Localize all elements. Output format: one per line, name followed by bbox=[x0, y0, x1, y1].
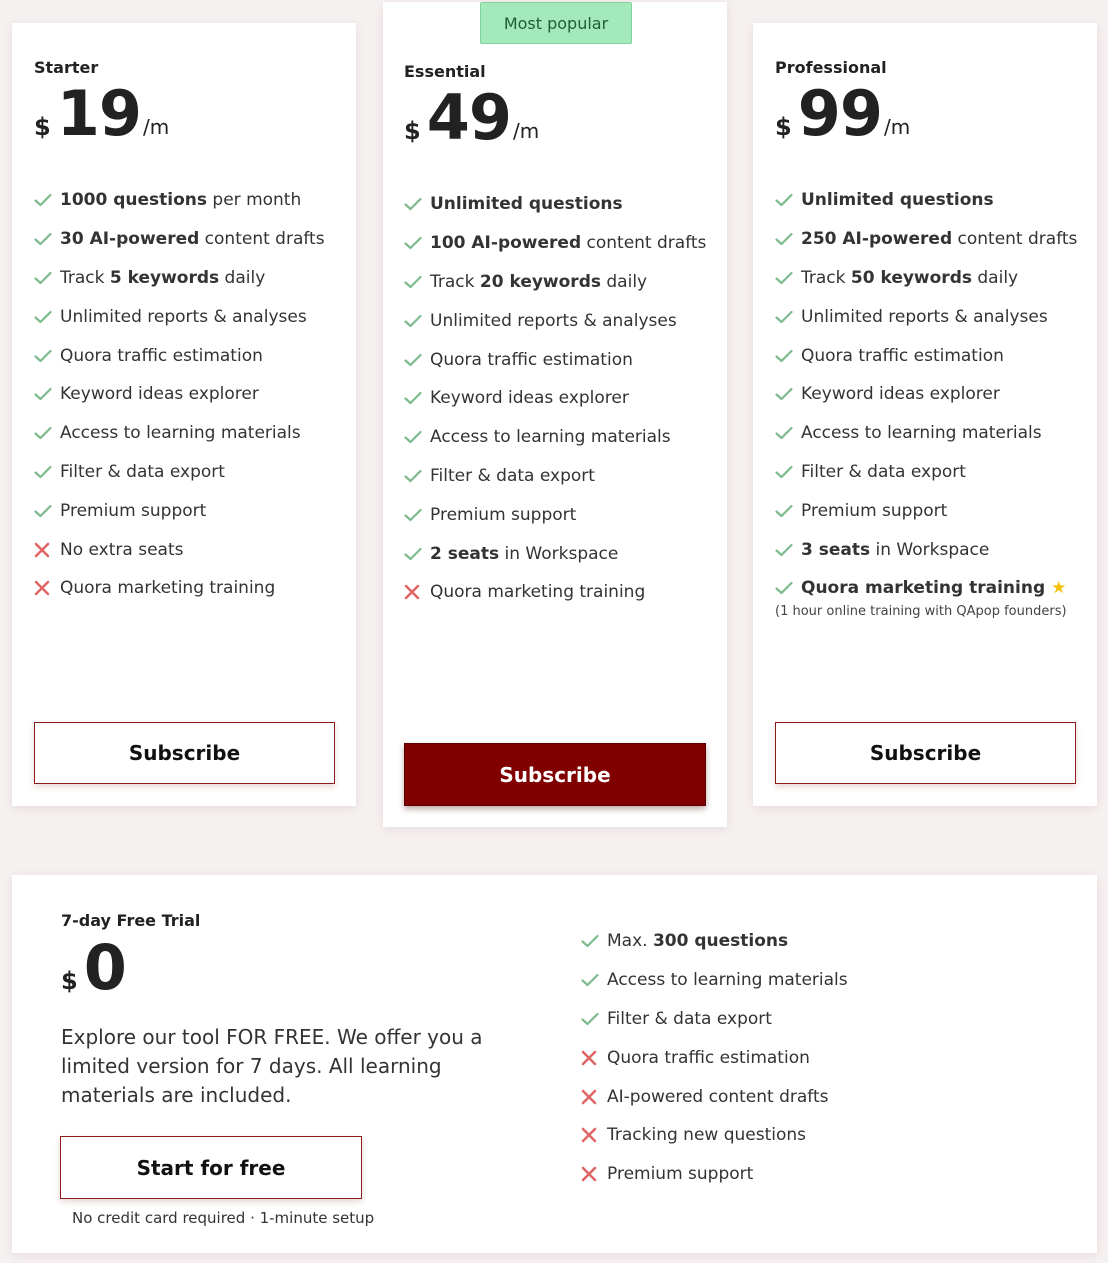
feature-item bbox=[34, 453, 325, 492]
feature-text bbox=[801, 307, 1048, 327]
cross-icon bbox=[34, 542, 56, 558]
plan-name: Professional bbox=[775, 58, 887, 77]
feature-text bbox=[60, 462, 225, 482]
check-icon bbox=[34, 232, 56, 246]
feature-text-part: per month bbox=[207, 190, 302, 211]
cross-icon bbox=[34, 580, 56, 596]
feature-text-part: daily bbox=[971, 267, 1019, 288]
feature-text bbox=[607, 1009, 772, 1029]
price-period: /m bbox=[512, 119, 540, 143]
feature-item bbox=[581, 1000, 848, 1039]
feature-text-part: in Workspace bbox=[499, 543, 619, 564]
feature-list bbox=[404, 185, 706, 612]
feature-item bbox=[404, 185, 706, 224]
feature-text bbox=[607, 1087, 829, 1107]
check-icon bbox=[404, 275, 426, 289]
feature-text-bold: 20 keywords bbox=[479, 271, 601, 292]
feature-text-part: content drafts bbox=[199, 229, 325, 250]
feature-text-part: Access to learning materials bbox=[607, 970, 848, 991]
feature-item bbox=[404, 534, 706, 573]
feature-text-part: in Workspace bbox=[870, 539, 990, 560]
feature-text bbox=[607, 931, 788, 951]
trial-feature-list bbox=[581, 922, 848, 1194]
check-icon bbox=[581, 1012, 603, 1026]
plan-name: Essential bbox=[404, 62, 486, 81]
feature-text bbox=[430, 388, 629, 408]
feature-text-bold: Unlimited questions bbox=[430, 194, 623, 215]
feature-item bbox=[775, 414, 1077, 453]
price-amount: 0 bbox=[83, 931, 126, 1004]
feature-text-part: Quora traffic estimation bbox=[801, 345, 1004, 366]
feature-item bbox=[581, 961, 848, 1000]
feature-list bbox=[775, 181, 1077, 608]
feature-text-part: Access to learning materials bbox=[430, 427, 671, 448]
check-icon bbox=[581, 934, 603, 948]
feature-text bbox=[60, 423, 301, 443]
feature-text bbox=[60, 501, 206, 521]
feature-text-bold: 250 AI-powered bbox=[801, 229, 953, 250]
feature-text-part: Filter & data export bbox=[60, 461, 225, 482]
feature-text-part: AI-powered content drafts bbox=[607, 1086, 829, 1107]
feature-text bbox=[430, 466, 595, 486]
feature-item bbox=[775, 297, 1077, 336]
feature-text-bold: 50 keywords bbox=[850, 267, 972, 288]
feature-text-bold: 5 keywords bbox=[109, 267, 220, 288]
check-icon bbox=[775, 193, 797, 207]
feature-text bbox=[60, 346, 263, 366]
feature-text bbox=[60, 268, 265, 288]
currency: $ bbox=[404, 117, 421, 145]
feature-text-part: daily bbox=[600, 271, 648, 292]
feature-item bbox=[775, 530, 1077, 569]
feature-text-part: Premium support bbox=[607, 1164, 754, 1185]
feature-item bbox=[581, 1077, 848, 1116]
feature-item bbox=[34, 220, 325, 259]
training-note: (1 hour online training with QApop founders) bbox=[775, 604, 1067, 619]
feature-text-part: content drafts bbox=[581, 233, 707, 254]
feature-item bbox=[775, 491, 1077, 530]
feature-text-bold: 1000 questions bbox=[60, 190, 208, 211]
feature-item bbox=[404, 495, 706, 534]
feature-item bbox=[34, 375, 325, 414]
feature-text bbox=[801, 268, 1018, 288]
feature-item bbox=[404, 340, 706, 379]
feature-text bbox=[430, 505, 576, 525]
feature-item bbox=[775, 375, 1077, 414]
feature-text-part: Quora marketing training bbox=[430, 582, 646, 603]
feature-item bbox=[34, 414, 325, 453]
feature-item bbox=[775, 220, 1077, 259]
check-icon bbox=[775, 387, 797, 401]
currency: $ bbox=[775, 113, 792, 141]
feature-item bbox=[581, 1155, 848, 1194]
feature-text bbox=[801, 501, 947, 521]
check-icon bbox=[34, 504, 56, 518]
feature-text-part: Quora traffic estimation bbox=[60, 345, 263, 366]
check-icon bbox=[34, 465, 56, 479]
feature-item bbox=[581, 1038, 848, 1077]
star-icon: ★ bbox=[1051, 578, 1067, 599]
feature-text bbox=[60, 190, 301, 210]
feature-item bbox=[34, 569, 325, 608]
feature-item bbox=[775, 569, 1077, 608]
feature-item bbox=[34, 336, 325, 375]
plan-card-starter bbox=[12, 23, 356, 806]
free-trial-card bbox=[12, 875, 1097, 1253]
feature-text-part: Track bbox=[801, 267, 851, 288]
feature-text-part: Track bbox=[430, 271, 480, 292]
feature-text bbox=[430, 311, 677, 331]
check-icon bbox=[404, 353, 426, 367]
feature-text bbox=[60, 540, 183, 560]
feature-text-bold: 100 AI-powered bbox=[430, 233, 582, 254]
check-icon bbox=[775, 504, 797, 518]
feature-text-part: Tracking new questions bbox=[607, 1125, 807, 1146]
cross-icon bbox=[581, 1166, 603, 1182]
check-icon bbox=[404, 547, 426, 561]
subscribe-button-starter[interactable]: Subscribe bbox=[34, 722, 335, 784]
feature-item bbox=[34, 491, 325, 530]
feature-item bbox=[34, 181, 325, 220]
plan-card-essential bbox=[383, 2, 727, 827]
check-icon bbox=[404, 430, 426, 444]
feature-text-part: Access to learning materials bbox=[801, 423, 1042, 444]
feature-text bbox=[60, 229, 325, 249]
trial-description: Explore our tool FOR FREE. We offer you a limited version for 7 days. All learning materials are included. bbox=[61, 1025, 483, 1107]
currency: $ bbox=[34, 113, 51, 141]
feature-list bbox=[34, 181, 325, 608]
feature-text bbox=[801, 423, 1042, 443]
check-icon bbox=[775, 465, 797, 479]
feature-item bbox=[775, 453, 1077, 492]
cross-icon bbox=[581, 1089, 603, 1105]
feature-item bbox=[404, 379, 706, 418]
plan-price bbox=[775, 77, 911, 150]
feature-text bbox=[801, 229, 1077, 249]
feature-text-part: Filter & data export bbox=[607, 1008, 772, 1029]
feature-item bbox=[581, 1116, 848, 1155]
cross-icon bbox=[581, 1050, 603, 1066]
feature-text bbox=[430, 272, 647, 292]
feature-text bbox=[801, 540, 989, 560]
feature-item bbox=[404, 457, 706, 496]
feature-text-bold: 3 seats bbox=[801, 539, 871, 560]
feature-text bbox=[607, 970, 848, 990]
feature-text bbox=[607, 1048, 810, 1068]
feature-text-bold: Quora marketing training bbox=[801, 578, 1046, 599]
feature-item bbox=[775, 259, 1077, 298]
feature-text-part: Unlimited reports & analyses bbox=[430, 310, 677, 331]
feature-item bbox=[404, 418, 706, 457]
feature-text-part: Premium support bbox=[60, 500, 207, 521]
check-icon bbox=[581, 973, 603, 987]
feature-text bbox=[430, 350, 633, 370]
feature-item bbox=[404, 263, 706, 302]
cross-icon bbox=[404, 584, 426, 600]
feature-text-part: Quora traffic estimation bbox=[430, 349, 633, 370]
feature-text bbox=[607, 1164, 753, 1184]
feature-text bbox=[801, 578, 1045, 598]
feature-text-part: Filter & data export bbox=[801, 461, 966, 482]
feature-text-part: daily bbox=[219, 267, 266, 288]
feature-text bbox=[801, 346, 1004, 366]
feature-text bbox=[430, 582, 645, 602]
check-icon bbox=[404, 236, 426, 250]
feature-text-part: Unlimited reports & analyses bbox=[60, 306, 307, 327]
feature-text bbox=[607, 1125, 806, 1145]
trial-name: 7-day Free Trial bbox=[61, 911, 201, 930]
check-icon bbox=[404, 197, 426, 211]
feature-text-part: Keyword ideas explorer bbox=[60, 384, 259, 405]
feature-item bbox=[404, 301, 706, 340]
feature-item bbox=[34, 297, 325, 336]
price-period: /m bbox=[142, 115, 170, 139]
feature-text bbox=[60, 384, 259, 404]
feature-text-part: Unlimited reports & analyses bbox=[801, 306, 1048, 327]
feature-text-part: Quora marketing training bbox=[60, 578, 276, 599]
check-icon bbox=[775, 271, 797, 285]
feature-item bbox=[34, 530, 325, 569]
check-icon bbox=[404, 508, 426, 522]
feature-text bbox=[430, 233, 706, 253]
feature-text bbox=[60, 578, 275, 598]
plan-card-professional bbox=[753, 23, 1097, 806]
feature-text bbox=[60, 307, 307, 327]
check-icon bbox=[34, 349, 56, 363]
feature-text-part: Keyword ideas explorer bbox=[801, 384, 1000, 405]
feature-text-part: Track bbox=[60, 267, 110, 288]
check-icon bbox=[404, 469, 426, 483]
price-amount: 19 bbox=[56, 77, 141, 150]
check-icon bbox=[34, 271, 56, 285]
check-icon bbox=[775, 581, 797, 595]
feature-item bbox=[404, 573, 706, 612]
feature-text-part: Premium support bbox=[430, 504, 577, 525]
feature-text-part: No extra seats bbox=[60, 539, 184, 560]
plan-price bbox=[404, 81, 540, 154]
check-icon bbox=[775, 543, 797, 557]
feature-item bbox=[581, 922, 848, 961]
currency: $ bbox=[61, 967, 78, 995]
check-icon bbox=[34, 193, 56, 207]
check-icon bbox=[775, 349, 797, 363]
check-icon bbox=[404, 314, 426, 328]
price-period: /m bbox=[883, 115, 911, 139]
check-icon bbox=[34, 426, 56, 440]
feature-text-bold: Unlimited questions bbox=[801, 190, 994, 211]
feature-text bbox=[801, 384, 1000, 404]
feature-item bbox=[775, 181, 1077, 220]
check-icon bbox=[775, 426, 797, 440]
feature-text bbox=[430, 544, 618, 564]
feature-text-part: Quora traffic estimation bbox=[607, 1047, 810, 1068]
check-icon bbox=[34, 310, 56, 324]
feature-text-part: Premium support bbox=[801, 500, 948, 521]
feature-text-part: content drafts bbox=[952, 229, 1078, 250]
feature-text-part: Filter & data export bbox=[430, 465, 595, 486]
feature-item bbox=[404, 224, 706, 263]
check-icon bbox=[775, 310, 797, 324]
check-icon bbox=[775, 232, 797, 246]
feature-text-part: Keyword ideas explorer bbox=[430, 388, 629, 409]
check-icon bbox=[404, 391, 426, 405]
subscribe-button-essential[interactable]: Subscribe bbox=[404, 743, 706, 806]
price-amount: 49 bbox=[426, 81, 511, 154]
most-popular-badge: Most popular bbox=[480, 2, 632, 44]
cross-icon bbox=[581, 1127, 603, 1143]
feature-text-bold: 30 AI-powered bbox=[60, 229, 200, 250]
feature-item bbox=[34, 259, 325, 298]
feature-text bbox=[430, 427, 671, 447]
trial-note: No credit card required · 1-minute setup bbox=[72, 1209, 375, 1227]
feature-text-part: Max. bbox=[607, 931, 653, 952]
feature-text bbox=[801, 190, 994, 210]
start-for-free-button[interactable]: Start for free bbox=[60, 1136, 362, 1199]
feature-text-part: Access to learning materials bbox=[60, 423, 301, 444]
feature-text bbox=[801, 462, 966, 482]
feature-text bbox=[430, 194, 623, 214]
trial-price bbox=[61, 931, 126, 1004]
check-icon bbox=[34, 387, 56, 401]
feature-text-bold: 300 questions bbox=[652, 931, 789, 952]
subscribe-button-professional[interactable]: Subscribe bbox=[775, 722, 1076, 784]
plan-price bbox=[34, 77, 170, 150]
price-amount: 99 bbox=[797, 77, 882, 150]
feature-item bbox=[775, 336, 1077, 375]
plan-name: Starter bbox=[34, 58, 99, 77]
feature-text-bold: 2 seats bbox=[430, 543, 500, 564]
